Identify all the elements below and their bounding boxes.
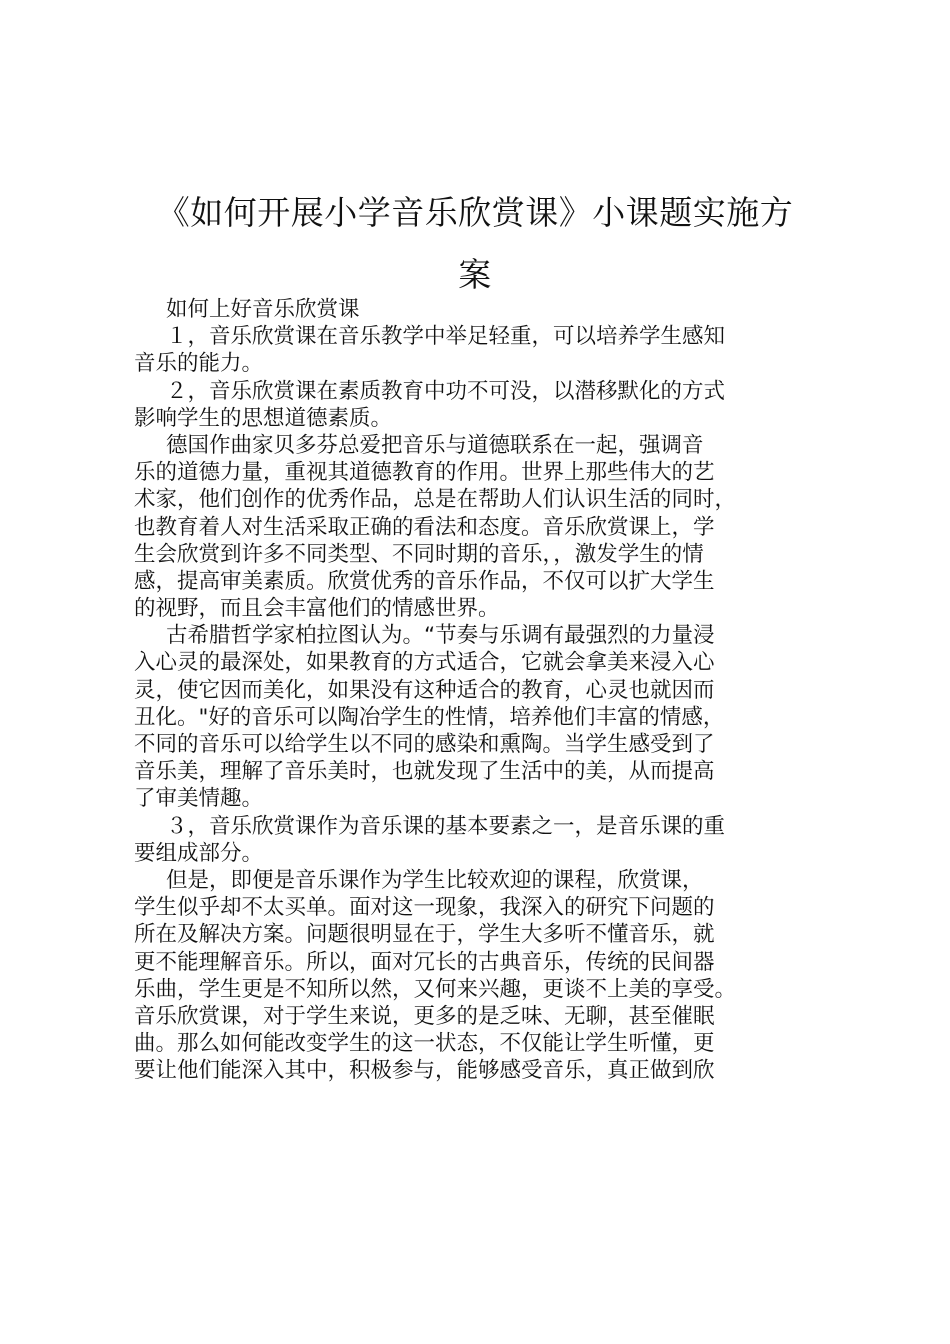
text-line: 不同的音乐可以给学生以不同的感染和熏陶。当学生感受到了 [134, 732, 715, 757]
text-line: 了审美情趣。 [134, 786, 264, 812]
text-line: 更不能理解音乐。所以，面对冗长的古典音乐，传统的民间器 [134, 949, 715, 975]
text-line: 术家，他们创作的优秀作品，总是在帮助人们认识生活的同时， [134, 487, 737, 513]
text-line: 古希腊哲学家柏拉图认为。“节奏与乐调有最强烈的力量浸 [166, 623, 715, 649]
text-line: 的视野，而且会丰富他们的情感世界。 [134, 596, 500, 622]
text-line: 德国作曲家贝多芬总爱把音乐与道德联系在一起，强调音 [166, 432, 704, 458]
text-line: 入心灵的最深处，如果教育的方式适合，它就会拿美来浸入心 [134, 650, 715, 676]
text-line: 灵，使它因而美化，如果没有这种适合的教育，心灵也就因而 [134, 677, 715, 703]
page-title [120, 182, 830, 306]
text-line: 曲。那么如何能改变学生的这一状态，不仅能让学生听懂，更 [134, 1031, 715, 1057]
text-line: 如何上好音乐欣赏课 [166, 297, 360, 322]
text-line: 丑化。"好的音乐可以陶冶学生的性情，培养他们丰富的情感， [134, 704, 725, 730]
text-line: 乐的道德力量，重视其道德教育的作用。世界上那些伟大的艺 [134, 460, 715, 486]
text-line: ２，音乐欣赏课在素质教育中功不可没，以潜移默化的方式 [166, 378, 726, 404]
text-line: 所在及解决方案。问题很明显在于，学生大多听不懂音乐，就 [134, 922, 715, 948]
text-line: 感，提高审美素质。欣赏优秀的音乐作品，不仅可以扩大学生 [134, 568, 715, 594]
text-line: 学生似乎却不太买单。面对这一现象，我深入的研究下问题的 [134, 895, 715, 921]
text-line: 音乐美，理解了音乐美时，也就发现了生活中的美，从而提高 [134, 759, 715, 785]
text-line: 影响学生的思想道德素质。 [134, 405, 393, 431]
text-line: ３，音乐欣赏课作为音乐课的基本要素之一，是音乐课的重 [166, 813, 726, 839]
document-body [134, 296, 834, 1084]
text-line: 音乐的能力。 [134, 351, 264, 377]
text-line: 要组成部分。 [134, 840, 264, 866]
text-line: 要让他们能深入其中，积极参与，能够感受音乐，真正做到欣 [134, 1058, 715, 1084]
text-line: 也教育着人对生活采取正确的看法和态度。音乐欣赏课上，学 [134, 514, 715, 540]
text-line: 生会欣赏到许多不同类型、不同时期的音乐，，激发学生的情 [134, 541, 704, 567]
text-line: 乐曲，学生更是不知所以然，又何来兴趣，更谈不上美的享受。 [134, 976, 737, 1002]
title-line-1: 《如何开展小学音乐欣赏课》小课题实施方 [156, 193, 794, 232]
text-line: 音乐欣赏课，对于学生来说，更多的是乏味、无聊，甚至催眠 [134, 1003, 715, 1029]
title-line-2: 案 [458, 255, 492, 294]
text-line: 但是，即便是音乐课作为学生比较欢迎的课程，欣赏课， [166, 867, 704, 893]
text-line: １，音乐欣赏课在音乐教学中举足轻重，可以培养学生感知 [166, 324, 726, 350]
